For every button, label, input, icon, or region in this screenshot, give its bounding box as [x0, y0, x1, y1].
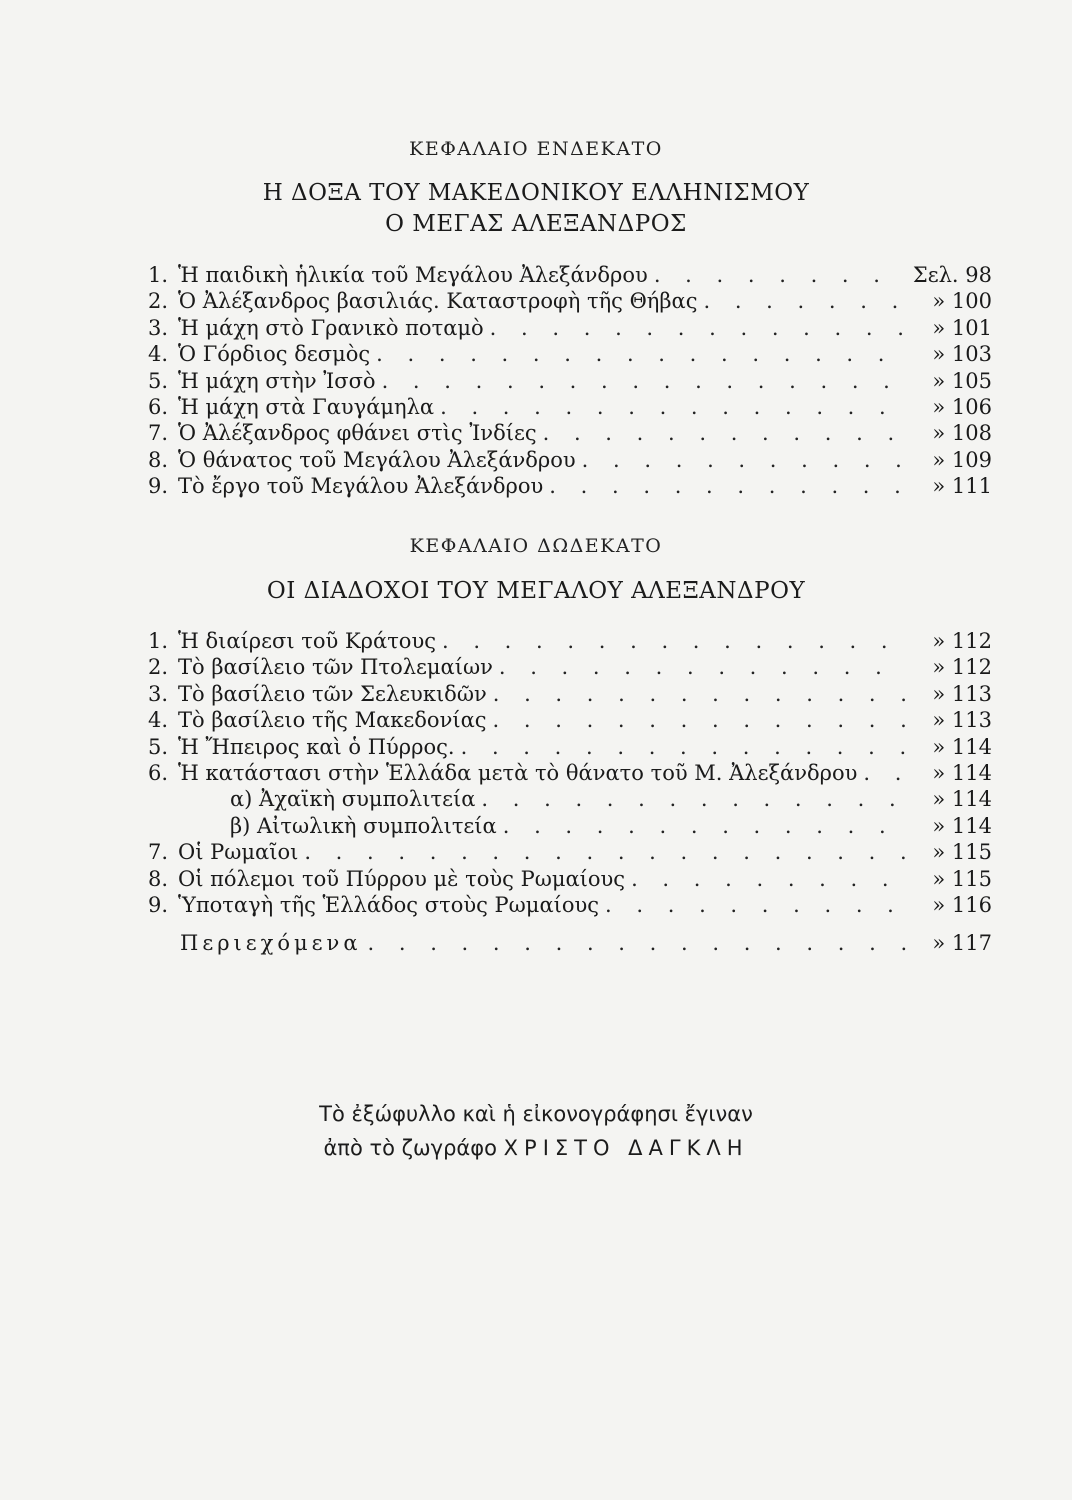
leader-dots: [455, 734, 906, 760]
toc-entry: [148, 707, 992, 733]
leader-dots: [298, 839, 906, 865]
toc-entry-number: 4.: [148, 708, 169, 733]
toc-entry-number: 5.: [148, 734, 169, 759]
toc-entry-page: » 100: [932, 289, 992, 314]
contents-title: Περιεχόμενα: [180, 931, 362, 955]
toc-entry: [148, 262, 992, 288]
leader-dots: [543, 473, 906, 499]
toc-entry-page: » 113: [932, 708, 992, 733]
toc-entry: [148, 420, 992, 446]
toc-entry-page: » 115: [932, 866, 992, 891]
toc-entry-page: » 105: [932, 368, 992, 393]
leader-dots: [493, 654, 906, 680]
leader-dots: [362, 930, 907, 956]
toc-entry: [148, 734, 992, 760]
toc-entry-page: » 115: [932, 840, 992, 865]
leader-dots: [487, 707, 906, 733]
leader-dots: [487, 681, 906, 707]
leader-dots: [434, 394, 906, 420]
chapter-11-subtitle: Ο ΜΕΓΑΣ ΑΛΕΞΑΝΔΡΟΣ: [385, 211, 687, 237]
toc-entry-page: » 111: [932, 474, 992, 499]
toc-entry-title: Ἡ μάχη στὸ Γρανικὸ ποταμὸ: [178, 315, 484, 340]
toc-entry-number: 8.: [148, 866, 169, 891]
toc-entry-number: 9.: [148, 892, 169, 917]
contents-page-ref: » 117: [932, 931, 992, 955]
toc-entry-page: » 114: [932, 787, 992, 812]
toc-entry-title: Οἱ πόλεμοι τοῦ Πύρρου μὲ τοὺς Ρωμαίους: [178, 866, 626, 891]
toc-entry-number: 1.: [148, 629, 169, 653]
leader-dots: [436, 628, 906, 654]
toc-entry-page: » 103: [932, 342, 992, 367]
toc-entry-title: Τὸ βασίλειο τῆς Μακεδονίας: [178, 708, 487, 733]
toc-entry-number: 7.: [148, 421, 169, 446]
toc-entry-title: Ἡ μάχη στὰ Γαυγάμηλα: [178, 394, 435, 419]
contents-entry: [148, 930, 992, 956]
toc-entry-title: Ἡ μάχη στὴν Ἰσσὸ: [178, 368, 376, 393]
toc-entry-title: Ὑποταγὴ τῆς Ἑλλάδος στοὺς Ρωμαίους: [178, 892, 600, 917]
chapter-11-toc: [148, 262, 992, 500]
toc-entry: [148, 681, 992, 707]
toc-entry-number: 7.: [148, 840, 169, 865]
toc-entry-title: Ὁ Ἀλέξανδρος βασιλιάς. Καταστροφὴ τῆς Θήβας: [178, 289, 698, 314]
toc-entry-number: 9.: [148, 474, 169, 499]
chapter-12-label: ΚΕΦΑΛΑΙΟ ΔΩΔΕΚΑΤΟ: [409, 535, 663, 557]
toc-entry: [148, 813, 992, 839]
toc-entry-number: 2.: [148, 655, 169, 680]
toc-entry-page: Σελ. 98: [912, 263, 992, 287]
leader-dots: [484, 315, 906, 341]
toc-entry-title: Οἱ Ρωμαῖοι: [178, 840, 299, 865]
toc-entry-number: 8.: [148, 447, 169, 472]
toc-entry: [148, 368, 992, 394]
toc-entry-title: Ἡ κατάστασι στὴν Ἑλλάδα μετὰ τὸ θάνατο τοῦ Μ. Ἀλεξάνδρου: [178, 760, 858, 785]
chapter-12-title: ΟΙ ΔΙΑΔΟΧΟΙ ΤΟΥ ΜΕΓΑΛΟΥ ΑΛΕΞΑΝΔΡΟΥ: [266, 578, 806, 604]
toc-entry-number: 1.: [148, 263, 169, 287]
leader-dots: [376, 368, 906, 394]
toc-entry-number: 3.: [148, 681, 169, 706]
leader-dots: [475, 786, 906, 812]
toc-entry-page: » 114: [932, 734, 992, 759]
toc-entry-number: 6.: [148, 760, 169, 785]
toc-entry-page: » 113: [932, 681, 992, 706]
toc-entry-title: Ἡ Ἤπειρος καὶ ὁ Πύρρος.: [178, 734, 455, 759]
chapter-12-toc: [148, 628, 992, 918]
toc-entry: [148, 473, 992, 499]
toc-entry: [148, 839, 992, 865]
toc-entry-number: 4.: [148, 342, 169, 367]
leader-dots: [576, 447, 906, 473]
toc-entry: [148, 447, 992, 473]
toc-entry-page: » 112: [932, 629, 992, 653]
toc-entry-title: Ἡ παιδικὴ ἡλικία τοῦ Μεγάλου Ἀλεξάνδρου: [178, 263, 648, 287]
toc-entry-title: Ὁ Ἀλέξανδρος φθάνει στὶς Ἰνδίες: [178, 421, 537, 446]
toc-entry-page: » 116: [932, 892, 992, 917]
toc-entry: [148, 341, 992, 367]
toc-entry-page: » 112: [932, 655, 992, 680]
leader-dots: [648, 262, 906, 288]
toc-entry-title: Τὸ βασίλειο τῶν Πτολεμαίων: [178, 655, 493, 680]
toc-entry: [148, 892, 992, 918]
toc-entry-title: β) Αἰτωλικὴ συμπολιτεία: [230, 813, 497, 838]
toc-entry: [148, 628, 992, 654]
toc-entry: [148, 315, 992, 341]
toc-entry-number: 6.: [148, 394, 169, 419]
toc-entry: [148, 760, 992, 786]
chapter-11-title: Η ΔΟΞΑ ΤΟΥ ΜΑΚΕΔΟΝΙΚΟΥ ΕΛΛΗΝΙΣΜΟΥ: [262, 180, 810, 206]
toc-entry-title: Τὸ βασίλειο τῶν Σελευκιδῶν: [178, 681, 487, 706]
toc-entry-number: 5.: [148, 368, 169, 393]
toc-entry-page: » 108: [932, 421, 992, 446]
leader-dots: [497, 813, 906, 839]
toc-entry: [148, 866, 992, 892]
painter-name: ΧΡΙΣΤΟ ΔΑΓΚΛΗ: [503, 1136, 749, 1160]
toc-entry: [148, 394, 992, 420]
toc-entry-page: » 101: [932, 315, 992, 340]
toc-entry-page: » 109: [932, 447, 992, 472]
credits-prefix: ἀπὸ τὸ ζωγράφο: [323, 1136, 497, 1160]
leader-dots: [599, 892, 906, 918]
toc-entry-title: Ὁ Γόρδιος δεσμὸς: [178, 342, 371, 367]
toc-entry-title: α) Ἀχαϊκὴ συμπολιτεία: [230, 787, 476, 812]
toc-entry: [148, 786, 992, 812]
toc-entry: [148, 654, 992, 680]
toc-entry-number: 3.: [148, 315, 169, 340]
chapter-11-label: ΚΕΦΑΛΑΙΟ ΕΝΔΕΚΑΤΟ: [409, 138, 663, 160]
credits-line-2: [0, 1131, 1072, 1165]
toc-entry-number: 2.: [148, 289, 169, 314]
toc-entry-page: » 114: [932, 760, 992, 785]
toc-entry-page: » 106: [932, 394, 992, 419]
toc-entry-page: » 114: [932, 813, 992, 838]
credits-line-1: Τὸ ἐξώφυλλο καὶ ἡ εἰκονογράφησι ἔγιναν: [319, 1102, 753, 1126]
leader-dots: [537, 420, 906, 446]
leader-dots: [697, 288, 906, 314]
leader-dots: [625, 866, 906, 892]
toc-entry: [148, 288, 992, 314]
toc-entry-title: Ἡ διαίρεσι τοῦ Κράτους: [178, 629, 436, 653]
toc-entry-title: Τὸ ἔργο τοῦ Μεγάλου Ἀλεξάνδρου: [178, 474, 544, 499]
leader-dots: [370, 341, 906, 367]
contents-entry-block: [148, 930, 992, 956]
toc-entry-title: Ὁ θάνατος τοῦ Μεγάλου Ἀλεξάνδρου: [178, 447, 576, 472]
leader-dots: [857, 760, 906, 786]
